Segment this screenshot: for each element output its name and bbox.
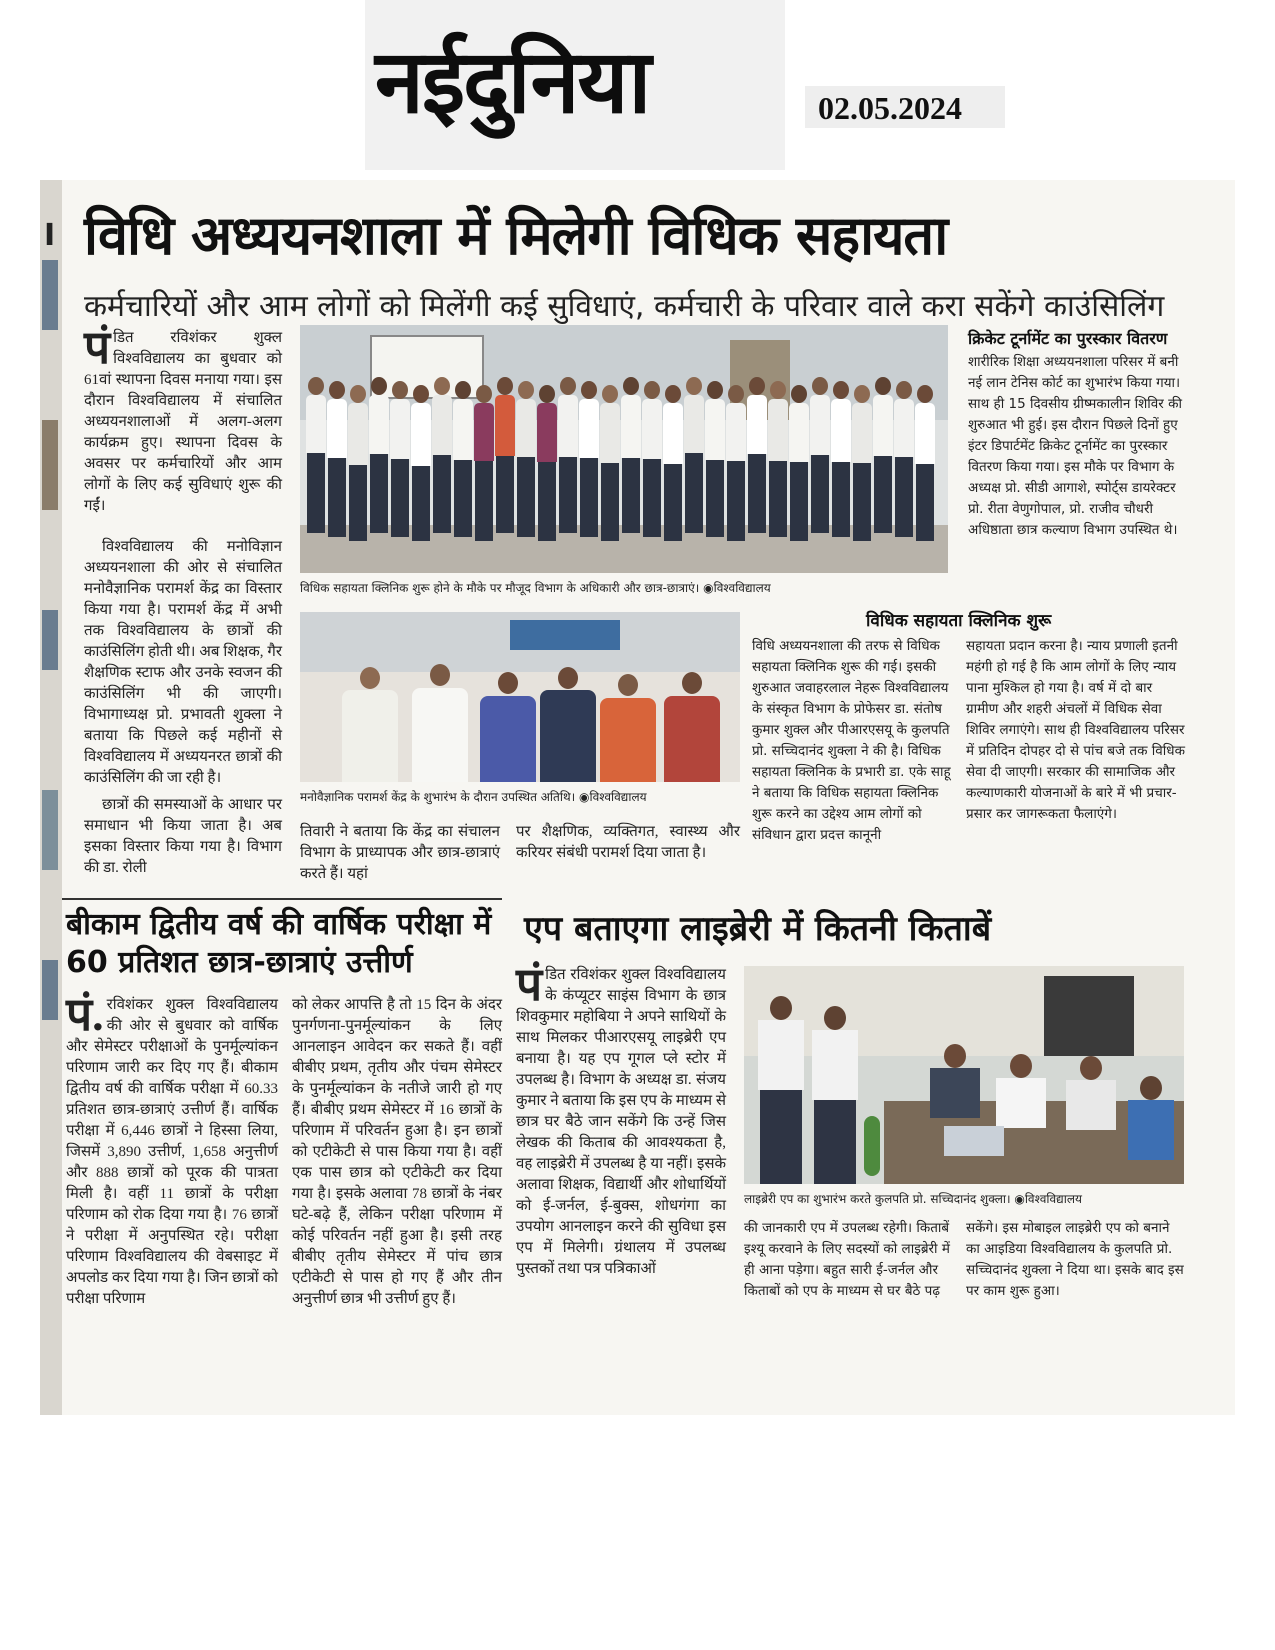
- legal-clinic-col-1: विधि अध्ययनशाला की तरफ से विधिक सहायता क्लिनिक शुरू की गई। इसकी शुरुआत जवाहरलाल नेहरू विश्वविद्यालय के संस्कृत विभाग के प्रोफेसर डा. संतोष कुमार शुक्ल और पीआरएसयू के कुलपति प्रो. सच्चिदानंद शुक्ला ने की है। विधिक सहायता क्लिनिक के प्रभारी डा. एके साहू ने बताया कि विधिक सहायता क्लिनिक शुरू करने का उद्देश्य आम लोगों को संविधान द्वारा प्रदत्त कानूनी: [752, 638, 951, 843]
- legal-clinic-title: विधिक सहायता क्लिनिक शुरू: [866, 611, 1052, 631]
- main-story-continuation-2: पर शैक्षणिक, व्यक्तिगत, स्वास्थ्य और करियर संबंधी परामर्श दिया जाता है।: [516, 824, 740, 861]
- group-photo: [300, 325, 948, 573]
- app-story-col-2: की जानकारी एप में उपलब्ध रहेगी। किताबें इश्यू करवाने के लिए सदस्यों को लाइब्रेरी में ही आना पड़ेगा। बहुत सारी ई-जर्नल और किताबों को एप के माध्यम से घर बैठे पढ़: [744, 1220, 950, 1299]
- bcom-col-1: पं.रविशंकर शुक्ल विश्वविद्यालय की ओर से बुधवार को वार्षिक और सेमेस्टर परीक्षाओं के पुनर्मूल्यांकन परिणाम जारी कर दिए गए हैं। बीकाम द्वितीय वर्ष की वार्षिक परीक्षा में 60.33 प्रतिशत छात्र-छात्राएं उत्तीर्ण हैं। वार्षिक परीक्षा में 6,446 छात्रों ने हिस्सा लिया, जिसमें 3,890 उत्तीर्ण, 1,658 अनुत्तीर्ण और 888 छात्रों को पूरक की पात्रता मिली है। वहीं 11 छात्रों के परीक्षा परिणाम को रोक दिया गया है। 76 छात्रों ने परीक्षा में अनुपस्थित रहे। परीक्षा परिणाम विश्वविद्यालय की वेबसाइट में अपलोड कर दिया गया है। जिन छात्रों को परीक्षा परिणाम: [66, 989, 278, 1307]
- app-launch-photo: [744, 966, 1184, 1184]
- clipping-edge: [40, 180, 62, 1415]
- app-story-col-3: सकेंगे। इस मोबाइल लाइब्रेरी एप को बनाने का आइडिया विश्वविद्यालय के कुलपति प्रो. सच्चिदानंद शुक्ला ने दिया था। इसके बाद इस पर काम शुरू हुआ।: [966, 1220, 1184, 1299]
- legal-clinic-col-2: सहायता प्रदान करना है। न्याय प्रणाली इतनी महंगी हो गई है कि आम लोगों के लिए न्याय पाना मुश्किल हो गया है। वर्ष में दो बार ग्रामीण और शहरी अंचलों में विधिक सेवा शिविर लगाएंगे। साथ ही विश्वविद्यालय परिसर में प्रतिदिन दोपहर दो से पांच बजे तक विधिक सेवा दी जाएगी। सरकार की सामाजिक और कल्याणकारी योजनाओं के बारे में भी प्रचार-प्रसार कर जागरूकता फैलाएंगे।: [966, 638, 1185, 822]
- guests-photo: [300, 612, 740, 782]
- bcom-top-rule: [62, 898, 502, 900]
- cricket-sidebar-title: क्रिकेट टूर्नामेंट का पुरस्कार वितरण: [968, 329, 1168, 348]
- bcom-col-2: को लेकर आपत्ति है तो 15 दिन के अंदर पुनर्गणना-पुनर्मूल्यांकन के लिए आनलाइन आवेदन कर सकते हैं। वहीं बीबीए प्रथम, तृतीय और पंचम सेमेस्टर के पुनर्मूल्यांकन के नतीजे जारी हो गए हैं। बीबीए प्रथम सेमेस्टर में 16 छात्रों के परिणाम में परिवर्तन हुआ है। इन छात्रों को एटीकेटी से पास किया गया है। वहीं एक पास छात्र को एटीकेटी कर दिया गया है। इसके अलावा 78 छात्रों के नंबर घटे-बढ़े हैं, लेकिन परीक्षा परिणाम में कोई परिवर्तन नहीं हुआ है। इसी तरह बीबीए तृतीय सेमेस्टर में पांच छात्र एटीकेटी से पास हो गए हैं और तीन अनुत्तीर्ण छात्र भी उत्तीर्ण हुए हैं।: [292, 997, 502, 1307]
- main-story-continuation-1: तिवारी ने बताया कि केंद्र का संचालन विभाग के प्राध्यापक और छात्र-छात्राएं करते हैं। यहां: [300, 824, 500, 882]
- main-headline: विधि अध्ययनशाला में मिलेगी विधिक सहायता: [84, 204, 948, 267]
- bcom-headline: बीकाम द्वितीय वर्ष की वार्षिक परीक्षा में 60 प्रतिशत छात्र-छात्राएं उत्तीर्ण: [66, 907, 492, 980]
- guests-photo-caption: मनोवैज्ञानिक परामर्श केंद्र के शुभारंभ के दौरान उपस्थित अतिथि। ◉विश्वविद्यालय: [300, 790, 647, 804]
- publication-date: 02.05.2024: [818, 90, 962, 126]
- cricket-sidebar-text: शारीरिक शिक्षा अध्ययनशाला परिसर में बनी नई लान टेनिस कोर्ट का शुभारंभ किया गया। साथ ही 15 दिवसीय ग्रीष्मकालीन शिविर की शुरुआत भी हुई। इस दौरान पिछले दिनों हुए इंटर डिपार्टमेंट क्रिकेट टूर्नामेंट का पुरस्कार वितरण किया गया। इस मौके पर विभाग के अध्यक्ष प्रो. सीडी आगाशे, स्पोर्ट्स डायरेक्टर प्रो. रीता वेणुगोपाल, प्रो. राजीव चौधरी अधिष्ठाता छात्र कल्याण विभाग उपस्थित थे।: [968, 354, 1182, 538]
- app-launch-photo-caption: लाइब्रेरी एप का शुभारंभ करते कुलपति प्रो. सच्चिदानंद शुक्ला। ◉विश्वविद्यालय: [744, 1192, 1082, 1206]
- app-headline: एप बताएगा लाइब्रेरी में कितनी किताबें: [524, 909, 992, 949]
- group-photo-caption: विधिक सहायता क्लिनिक शुरू होने के मौके पर मौजूद विभाग के अधिकारी और छात्र-छात्राएं। ◉विश्वविद्यालय: [300, 581, 771, 595]
- main-story-para-2: विश्वविद्यालय की मनोविज्ञान अध्ययनशाला की ओर से संचालित मनोवैज्ञानिक परामर्श केंद्र का विस्तार किया गया है। परामर्श केंद्र में अभी तक विश्वविद्यालय के छात्रों की काउंसिलिंग होती थी। अब शिक्षक, गैर शैक्षणिक स्टाफ और उनके स्वजन की काउंसिलिंग भी की जाएगी। विभागाध्यक्ष प्रो. प्रभावती शुक्ला ने बताया कि पिछले कई महीनों से विश्वविद्यालय में अध्ययनरत छात्रों की काउंसिलिंग की जा रही है।: [84, 539, 282, 786]
- edge-letter: I: [44, 218, 56, 253]
- newspaper-logo: नईदुनिया: [375, 30, 650, 133]
- app-story-col-1: पंडित रविशंकर शुक्ल विश्वविद्यालय के कंप्यूटर साइंस विभाग के छात्र शिवकुमार महोबिया ने अपने साथियों के साथ मिलकर पीआरएसयू लाइब्रेरी एप बनाया है। यह एप गूगल प्ले स्टोर में उपलब्ध है। विभाग के अध्यक्ष डा. संजय कुमार ने बताया कि इस एप के माध्यम से छात्र घर बैठे जान सकेंगे कि उन्हें जिस लेखक की किताब की आवश्यकता है, वह लाइब्रेरी में उपलब्ध है या नहीं। इसके अलावा शिक्षक, विद्यार्थी और शोधार्थियों को ई-जर्नल, ई-बुक्स, शोधगंगा का उपयोग आनलाइन करने की सुविधा इस एप में मिलेगी। ग्रंथालय में उपलब्ध पुस्तकों तथा पत्र पत्रिकाओं: [516, 959, 726, 1277]
- main-story-para-1: पंडित रविशंकर शुक्ल विश्वविद्यालय का बुधवार को 61वां स्थापना दिवस मनाया गया। इस दौरान विश्वविद्यालय में संचालित अध्ययनशालाओं में अलग-अलग कार्यक्रम हुए। स्थापना दिवस के अवसर पर कर्मचारियों और आम लोगों के लिए कई सुविधाएं शुरू की गईं।: [84, 322, 282, 514]
- main-subheadline: कर्मचारियों और आम लोगों को मिलेंगी कई सुविधाएं, कर्मचारी के परिवार वाले करा सकेंगे काउंसिलिंग: [84, 289, 1165, 324]
- main-story-para-3: छात्रों की समस्याओं के आधार पर समाधान भी किया जाता है। अब इसका विस्तार किया गया है। विभाग की डा. रोली: [84, 797, 282, 876]
